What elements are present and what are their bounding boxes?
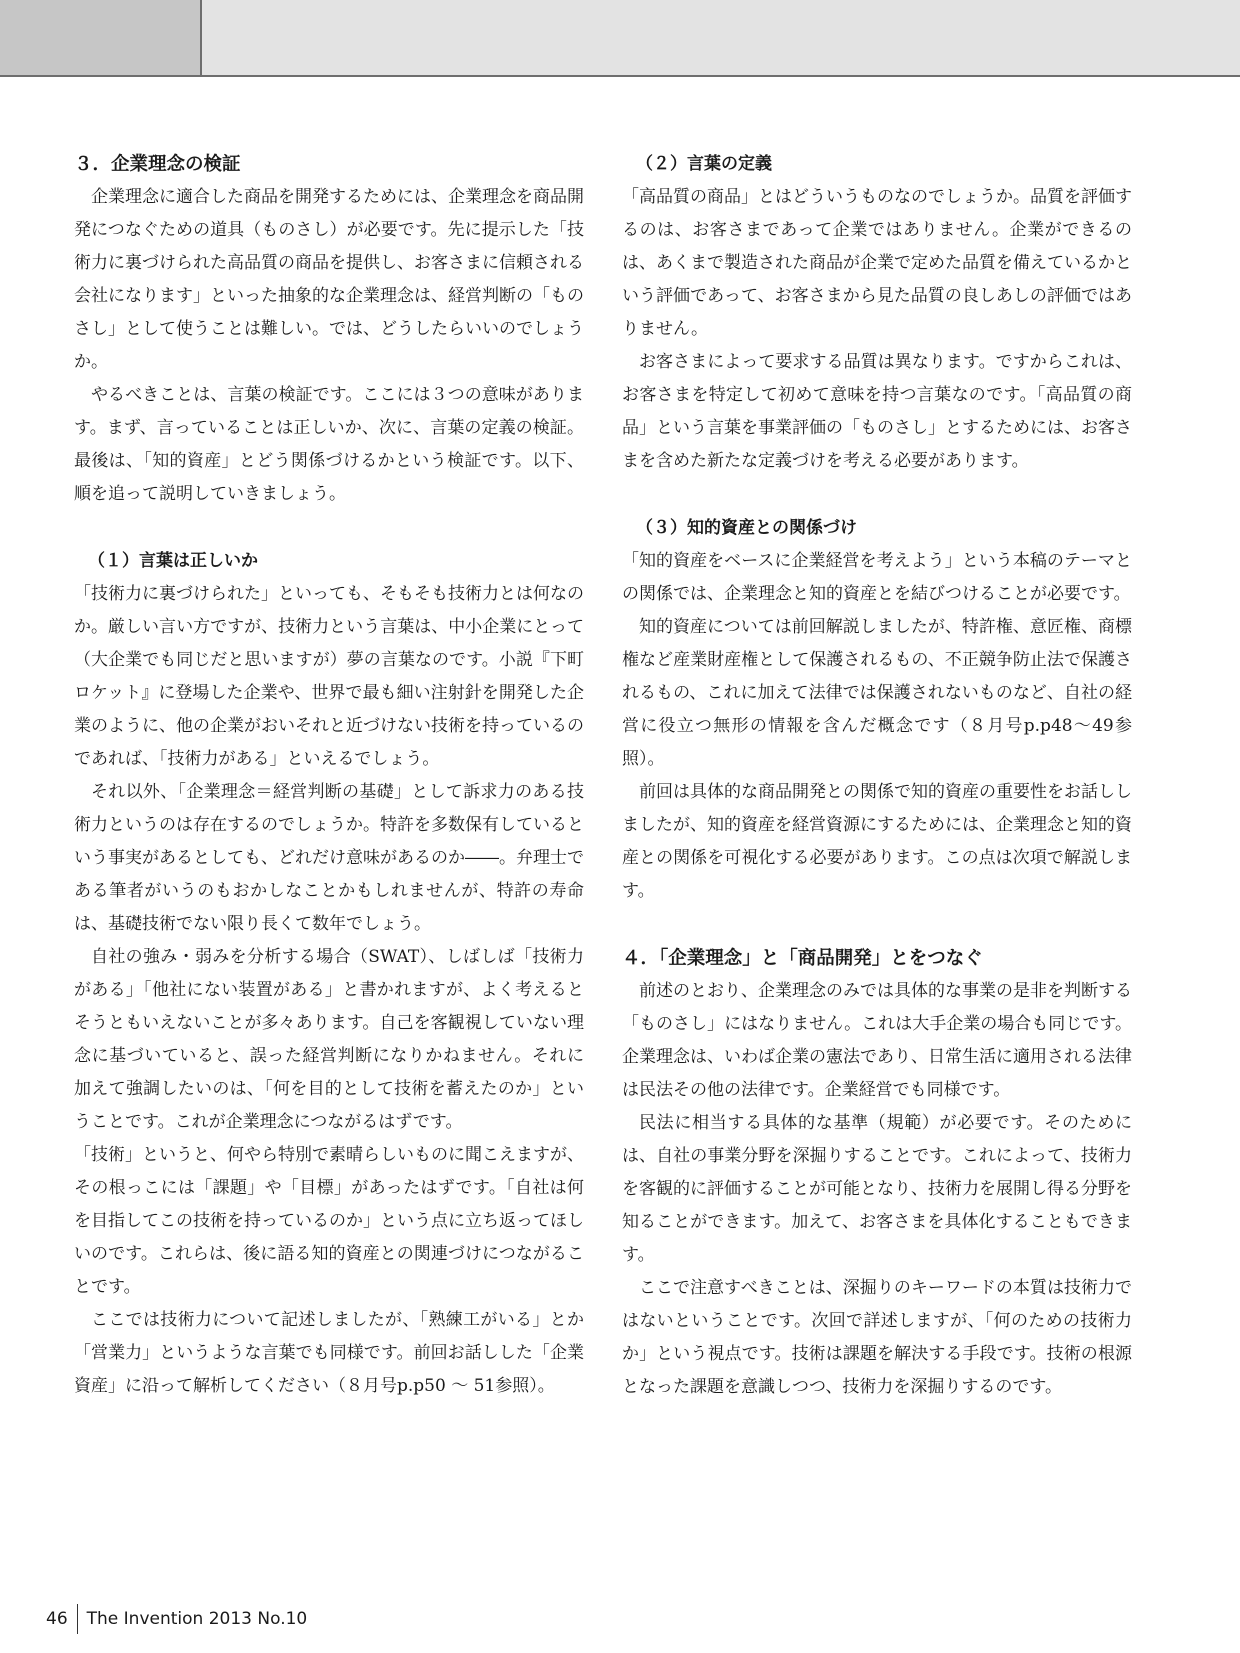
left-column <box>74 148 584 1403</box>
subsection-3-heading: （３）知的資産との関係づけ <box>636 518 857 538</box>
subsection-3-paragraph-3: 前回は具体的な商品開発との関係で知的資産の重要性をお話ししましたが、知的資産を経営資源にするためには、企業理念と知的資産との関係を可視化する必要があります。この点は次項で解説します。 <box>622 782 1132 901</box>
page-number: 46 <box>46 1609 68 1629</box>
section-4-paragraph-3: ここで注意すべきことは、深掘りのキーワードの本質は技術力ではないということです。次回で詳述しますが、「何のための技術力か」という視点です。技術は課題を解決する手段です。技術の根源となった課題を意識しつつ、技術力を深掘りするのです。 <box>622 1278 1132 1397</box>
subsection-1-paragraph-4: 「技術」というと、何やら特別で素晴らしいものに聞こえますが、その根っこには「課題」や「目標」があったはずです。「自社は何を目指してこの技術を持っているのか」という点に立ち返ってほしいのです。これらは、後に語る知的資産との関連づけにつながることです。 <box>74 1145 584 1297</box>
page-footer <box>46 1604 307 1634</box>
subsection-1-paragraph-2: それ以外、「企業理念＝経営判断の基礎」として訴求力のある技術力というのは存在するのでしょうか。特許を多数保有しているという事実があるとしても、どれだけ意味があるのか――。弁理士である筆者がいうのもおかしなことかもしれませんが、特許の寿命は、基礎技術でない限り長くて数年でしょう。 <box>74 782 584 934</box>
section-3-paragraph-2: やるべきことは、言葉の検証です。ここには３つの意味があります。まず、言っていることは正しいか、次に、言葉の定義の検証。最後は、「知的資産」とどう関係づけるかという検証です。以下、順を追って説明していきましょう。 <box>74 385 584 504</box>
subsection-1-paragraph-5: ここでは技術力について記述しましたが、「熟練工がいる」とか「営業力」というような言葉でも同様です。前回お話しした「企業資産」に沿って解析してください（８月号p.p50 ～ 51参照）。 <box>74 1310 584 1396</box>
subsection-3-paragraph-2: 知的資産については前回解説しましたが、特許権、意匠権、商標権など産業財産権として保護されるもの、不正競争防止法で保護されるもの、これに加えて法律では保護されないものなど、自社の経営に役立つ無形の情報を含んだ概念です（８月号p.p48～49参照）。 <box>622 617 1132 769</box>
subsection-2-paragraph-1: 「高品質の商品」とはどういうものなのでしょうか。品質を評価するのは、お客さまであって企業ではありません。企業ができるのは、あくまで製造された商品が企業で定めた品質を備えているかという評価であって、お客さまから見た品質の良しあしの評価ではありません。 <box>622 187 1132 339</box>
right-column <box>622 148 1132 1404</box>
subsection-2-heading: （２）言葉の定義 <box>636 154 772 174</box>
subsection-1-heading: （１）言葉は正しいか <box>88 551 258 571</box>
header-band <box>201 0 1240 76</box>
section-3-heading: ３．企業理念の検証 <box>74 154 241 175</box>
header-divider <box>200 0 202 76</box>
subsection-2-paragraph-2: お客さまによって要求する品質は異なります。ですからこれは、お客さまを特定して初めて意味を持つ言葉なのです。「高品質の商品」という言葉を事業評価の「ものさし」とするためには、お客さまを含めた新たな定義づけを考える必要があります。 <box>622 352 1132 471</box>
publication-name: The Invention 2013 No.10 <box>86 1609 308 1629</box>
spacer <box>74 511 584 545</box>
footer-divider <box>77 1604 78 1634</box>
section-3-paragraph-1: 企業理念に適合した商品を開発するためには、企業理念を商品開発につなぐための道具（ものさし）が必要です。先に提示した「技術力に裏づけられた高品質の商品を提供し、お客さまに信頼される会社になります」といった抽象的な企業理念は、経営判断の「ものさし」として使うことは難しい。では、どうしたらいいのでしょうか。 <box>74 187 584 372</box>
spacer <box>622 908 1132 942</box>
spacer <box>622 478 1132 512</box>
subsection-1-paragraph-1: 「技術力に裏づけられた」といっても、そもそも技術力とは何なのか。厳しい言い方ですが、技術力という言葉は、中小企業にとって（大企業でも同じだと思いますが）夢の言葉なのです。小説『下町ロケット』に登場した企業や、世界で最も細い注射針を開発した企業のように、他の企業がおいそれと近づけない技術を持っているのであれば、「技術力がある」といえるでしょう。 <box>74 584 584 769</box>
subsection-1-paragraph-3: 自社の強み・弱みを分析する場合（SWAT）、しばしば「技術力がある」「他社にない装置がある」と書かれますが、よく考えるとそうともいえないことが多々あります。自己を客観視していない理念に基づいていると、誤った経営判断になりかねません。それに加えて強調したいのは、「何を目的として技術を蓄えたのか」ということです。これが企業理念につながるはずです。 <box>74 947 584 1132</box>
section-4-heading: ４．「企業理念」と「商品開発」とをつなぐ <box>622 948 983 969</box>
header-tab-block <box>0 0 200 76</box>
header-rule <box>0 75 1240 77</box>
section-4-paragraph-2: 民法に相当する具体的な基準（規範）が必要です。そのためには、自社の事業分野を深掘りすることです。これによって、技術力を客観的に評価することが可能となり、技術力を展開し得る分野を知ることができます。加えて、お客さまを具体化することもできます。 <box>622 1113 1132 1265</box>
header-bar <box>0 0 1240 76</box>
section-4-paragraph-1: 前述のとおり、企業理念のみでは具体的な事業の是非を判断する「ものさし」にはなりません。これは大手企業の場合も同じです。企業理念は、いわば企業の憲法であり、日常生活に適用される法律は民法その他の法律です。企業経営でも同様です。 <box>622 981 1132 1100</box>
subsection-3-paragraph-1: 「知的資産をベースに企業経営を考えよう」という本稿のテーマとの関係では、企業理念と知的資産とを結びつけることが必要です。 <box>622 551 1132 604</box>
